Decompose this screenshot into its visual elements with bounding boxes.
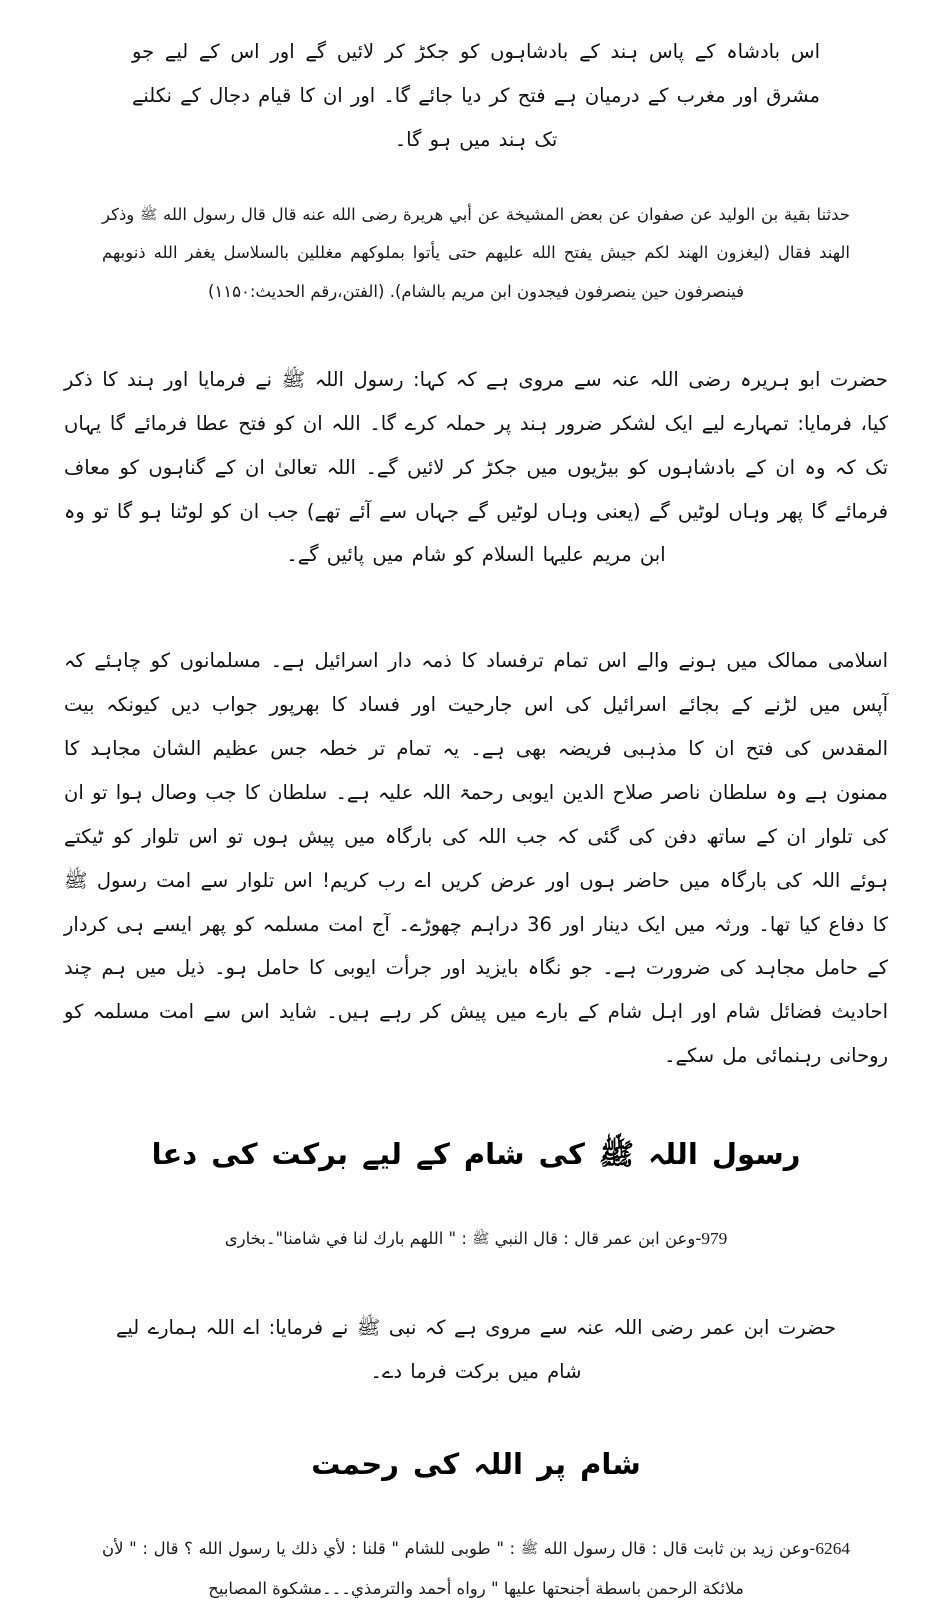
paragraph-ibn-umar: حضرت ابن عمر رضی اللہ عنہ سے مروی ہے کہ نبی ﷺ نے فرمایا: اے اللہ ہمارے لیے شام میں برکت فرما دے۔ — [116, 1316, 836, 1383]
spacer — [92, 312, 860, 358]
hadith-fitan-line3: حين ينصرفون فيجدون ابن مريم بالشام). — [389, 282, 669, 302]
heading-dua-barkat: رسول اللہ ﷺ کی شام کے لیے برکت کی دعا — [151, 1137, 801, 1172]
hadith-fitan-line1-tail: وذكر — [102, 204, 135, 224]
hadith-6264 — [102, 1529, 850, 1608]
hadith-fitan-line2: الهند فقال (ليغزون الهند لكم جيش يفتح الله عليهم حتى يأتوا بملوكهم مغللين بالسلاسل يغفر الله ذنوبهم فينصرفون — [102, 243, 850, 302]
spacer — [92, 1179, 860, 1219]
spacer — [92, 1078, 860, 1130]
sallallahu-icon: ﷺ — [472, 1231, 490, 1248]
paragraph-israel-salahuddin: اسلامی ممالک میں ہونے والے اس تمام ترفساد کا ذمہ دار اسرائیل ہے۔ مسلمانوں کو چاہئے کہ آپس میں لڑنے کے بجائے اسرائیل کی اس جارحیت اور فساد کا بھرپور جواب دیں کیونکہ بیت المقدس کی فتح ان کا مذہبی فریضہ بھی ہے۔ یہ تمام تر خطہ جس عظیم الشان مجاہد کا ممنون ہے وہ سلطان ناصر صلاح الدین ایوبی رحمۃ اللہ علیہ ہے۔ سلطان کا جب وصال ہوا تو ان کی تلوار ان کے ساتھ دفن کی گئی کہ جب اللہ کی بارگاہ میں پیش ہوں تو اس تلوار کو ٹیکتے ہوئے اللہ کی بارگاہ میں حاضر ہوں اور عرض کریں اے رب کریم! اس تلوار سے امت رسول ﷺ کا دفاع کیا تھا۔ ورثہ میں ایک دینار اور 36 دراہم چھوڑے۔ آج امت مسلمہ کو پھر ایسے ہی کردار کے حامل مجاہد کی ضرورت ہے۔ جو نگاہ بایزید اور جرأت ایوبی کا حامل ہو۔ ذیل میں ہم چند احادیث فضائل شام اور اہل شام کے بارے میں پیش کر رہے ہیں۔ شاید اس سے امت مسلمہ کو روحانی رہنمائی مل سکے۔ — [64, 649, 888, 1068]
hadith-6264-line1-after: : " طوبى للشام " قلنا : لأي ذلك يا رسول الله ؟ قال : " لأن — [102, 1539, 516, 1559]
hadith-979-number: 979 — [701, 1229, 728, 1249]
paragraph-hind-continuation: اس بادشاہ کے پاس ہند کے بادشاہوں کو جکڑ کر لائیں گے اور اس کے لیے جو مشرق اور مغرب کے درمیان ہے فتح کر دیا جائے گا۔ اور ان کا قیام دجال کے نکلنے تک ہند میں ہو گا۔ — [132, 40, 820, 151]
hadith-6264-line2: ملائكة الرحمن باسطة أجنحتها عليها " رواه أحمد والترمذي۔۔۔مشكوة المصابيح — [208, 1578, 744, 1598]
sallallahu-icon: ﷺ — [140, 206, 158, 223]
spacer — [92, 1394, 860, 1440]
hadith-arabic-fitan — [102, 196, 850, 312]
page-content — [64, 30, 888, 1609]
paragraph-abu-hurairah: حضرت ابو ہریرہ رضی اللہ عنہ سے مروی ہے کہ کہا: رسول اللہ ﷺ نے فرمایا اور ہند کا ذکر کیا، فرمایا: تمہارے لیے ایک لشکر ضرور ہند پر حملہ کرے گا۔ اللہ ان کو فتح عطا فرمائے گا یہاں تک کہ وہ ان کے بادشاہوں کو بیڑیوں میں جکڑ کر لائیں گے۔ اللہ تعالیٰ ان کے گناہوں کو معاف فرمائے گا پھر وہاں لوٹیں گے (یعنی وہاں لوٹیں گے جہاں سے آئے تھے) جب ان کو لوٹنا ہو گا تو وہ ابن مریم علیہا السلام کو شام میں پائیں گے۔ — [64, 367, 888, 567]
spacer — [92, 1489, 860, 1529]
spacer — [92, 1260, 860, 1306]
hadith-6264-number: 6264 — [815, 1539, 850, 1559]
hadith-979 — [132, 1219, 820, 1260]
sallallahu-icon: ﷺ — [520, 1541, 538, 1558]
heading-rehmat: شام پر اللہ کی رحمت — [311, 1446, 641, 1481]
hadith-979-text-after: : " اللهم بارك لنا في شامنا"۔بخاری — [224, 1229, 467, 1249]
hadith-979-text-before: -وعن ابن عمر قال : قال النبي — [494, 1229, 702, 1249]
spacer — [92, 577, 860, 639]
spacer — [92, 162, 860, 196]
hadith-fitan-line1: حدثنا بقية بن الوليد عن صفوان عن بعض المشيخة عن أبي هريرة رضى الله عنه قال قال رسول الله — [163, 204, 851, 224]
hadith-fitan-reference: (الفتن،رقم الحديث:۱۱۵۰) — [207, 282, 385, 302]
hadith-6264-line1-before: -وعن زيد بن ثابت قال : قال رسول الله — [543, 1539, 816, 1559]
